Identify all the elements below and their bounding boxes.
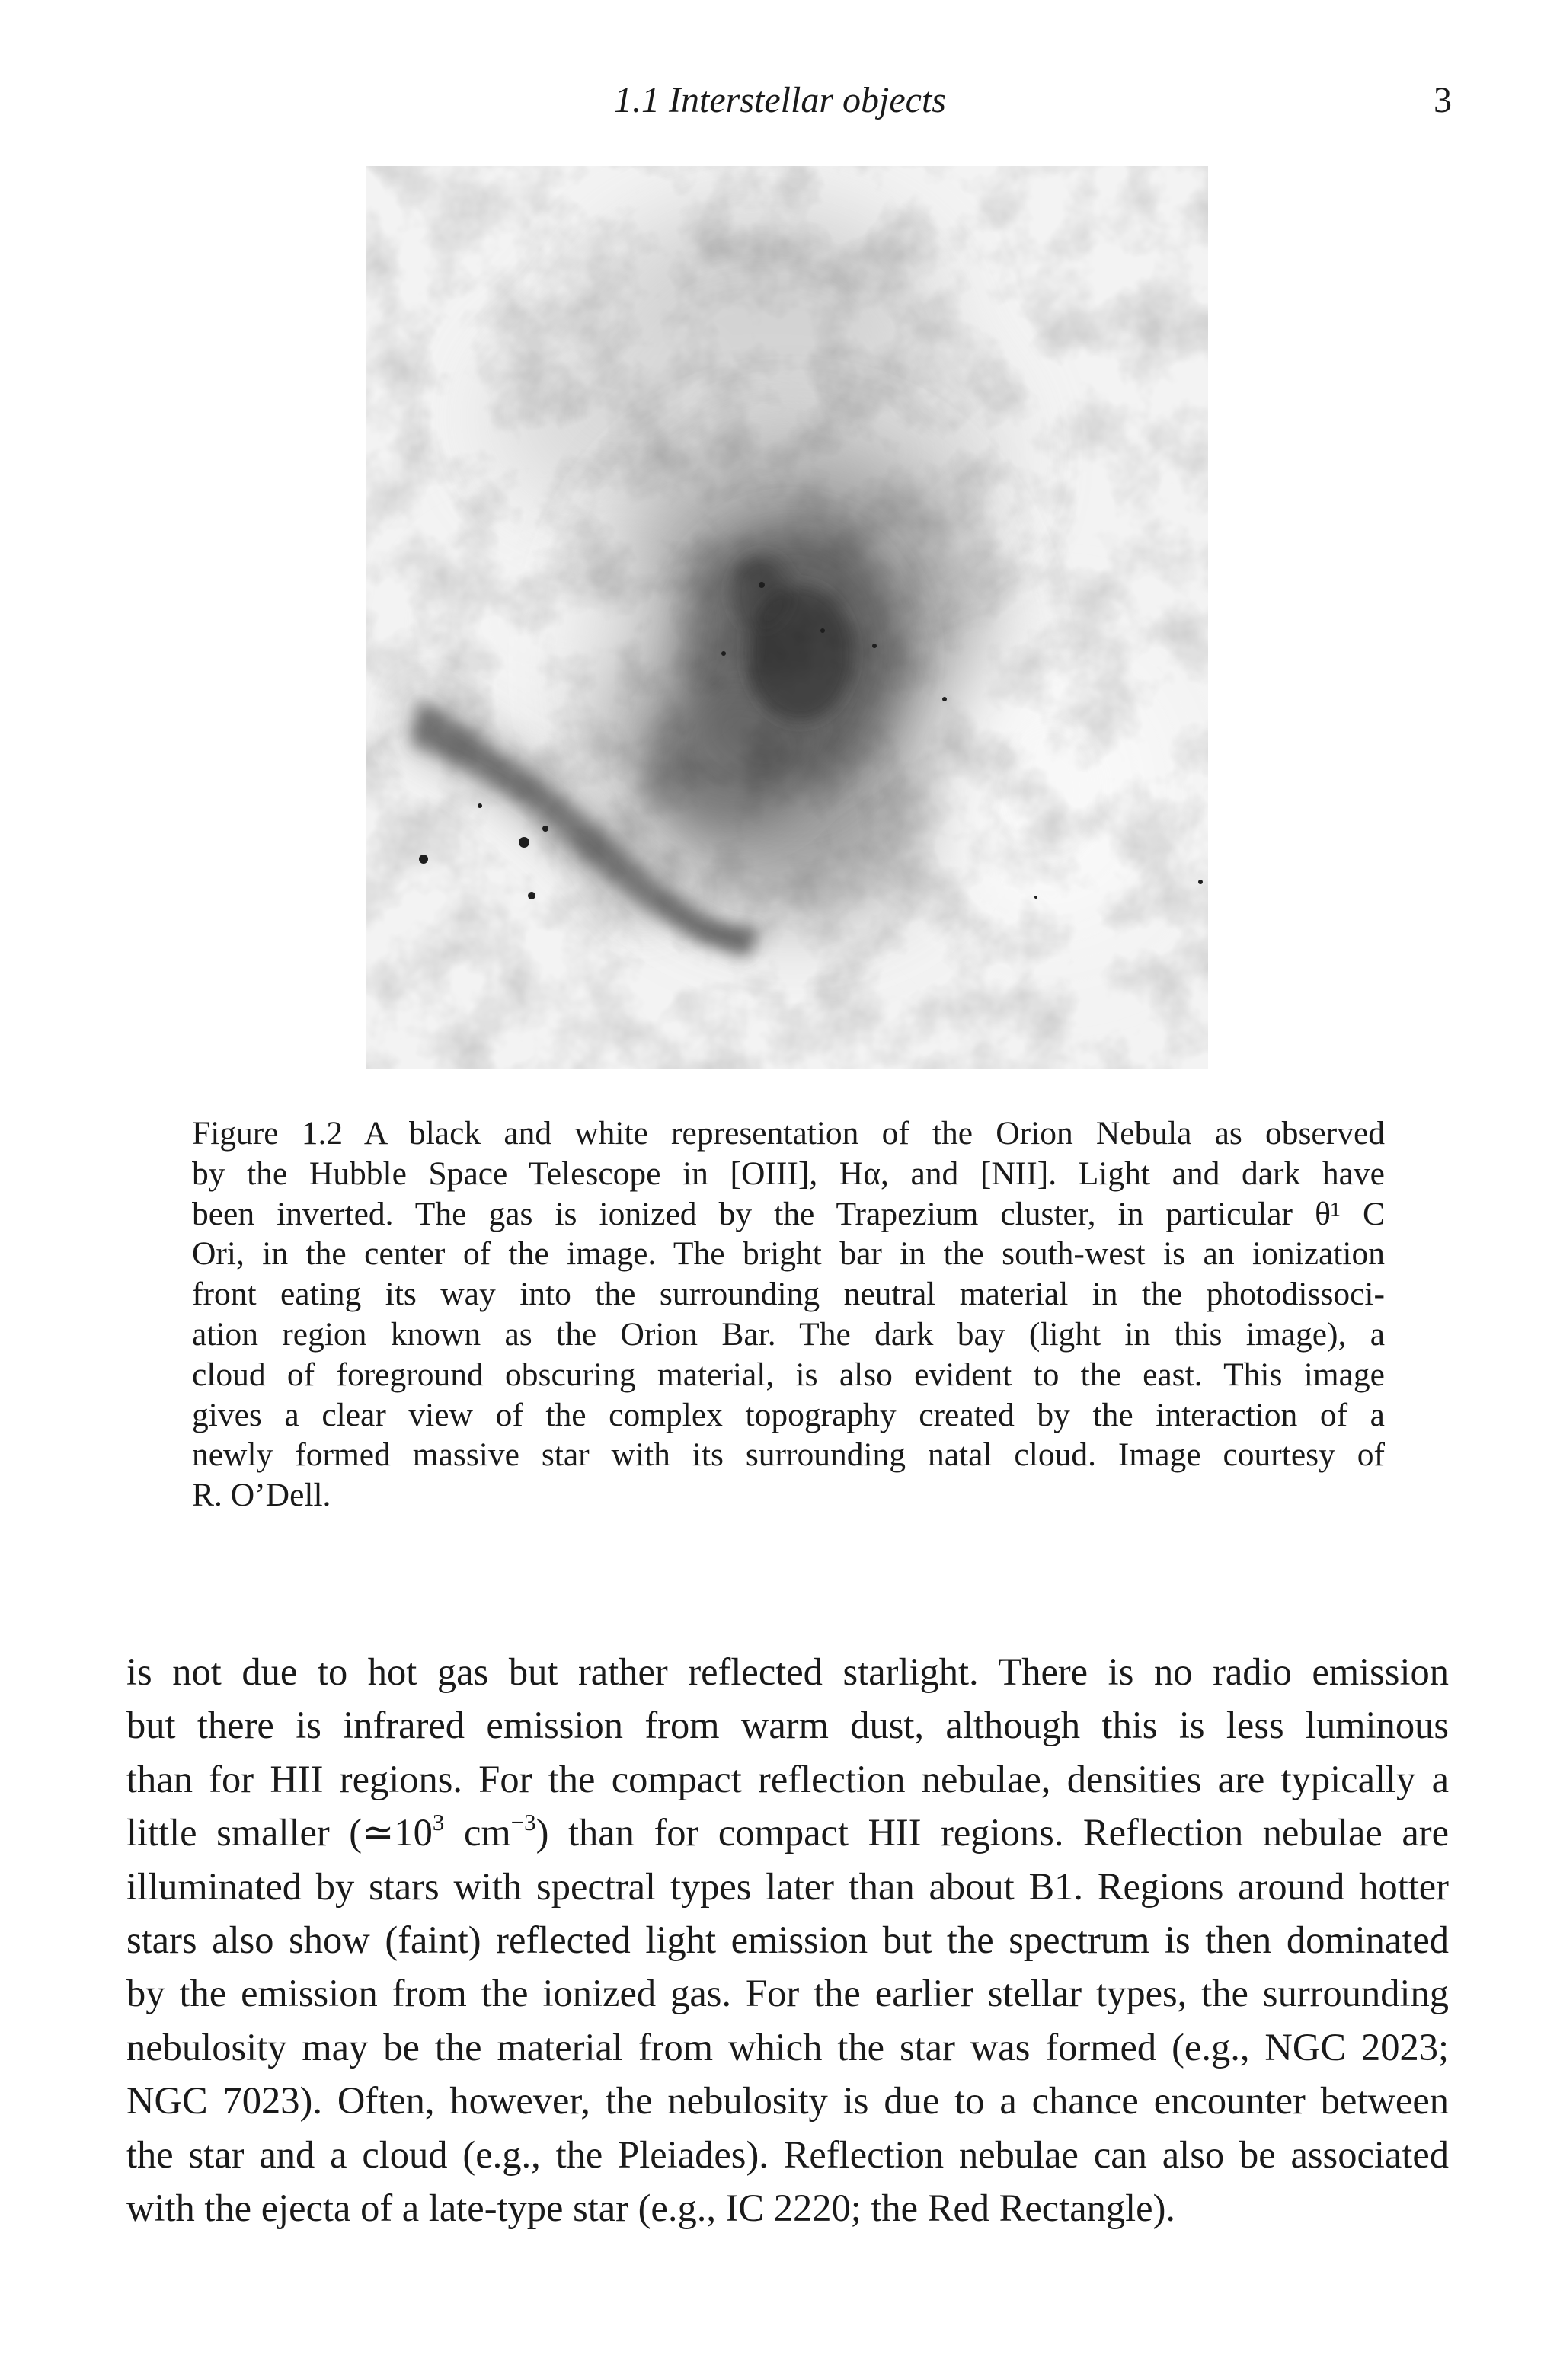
body-paragraph <box>126 1645 1449 2235</box>
body-line: with the ejecta of a late-type star (e.g., IC 2220; the Red Rectangle). <box>126 2187 1176 2230</box>
body-line: but there is infrared emission from warm dust, although this is less luminous <box>126 1704 1449 1747</box>
page-number: 3 <box>1434 80 1452 120</box>
caption-line: front eating its way into the surrounding neutral material in the photodissoci- <box>192 1276 1385 1313</box>
body-text-fragment: cm <box>444 1811 511 1854</box>
body-line: is not due to hot gas but rather reflected starlight. There is no radio emission <box>126 1650 1449 1693</box>
figure-caption <box>192 1113 1385 1516</box>
superscript: −3 <box>510 1809 536 1836</box>
caption-line: been inverted. The gas is ionized by the Trapezium cluster, in particular θ¹ C <box>192 1195 1385 1232</box>
body-line: nebulosity may be the material from which the star was formed (e.g., NGC 2023; <box>126 2025 1449 2069</box>
caption-line: gives a clear view of the complex topography created by the interaction of a <box>192 1396 1385 1433</box>
body-text-fragment: little smaller (≃10 <box>126 1811 433 1854</box>
nebula-figure <box>366 166 1208 1069</box>
body-line: than for HII regions. For the compact reflection nebulae, densities are typically a <box>126 1757 1449 1800</box>
caption-line: Figure 1.2 A black and white representation of the Orion Nebula as observed <box>192 1115 1385 1152</box>
body-line <box>126 1806 1449 1859</box>
body-text-fragment: ) than for compact HII regions. Reflection nebulae are <box>535 1811 1449 1854</box>
body-line: NGC 7023). Often, however, the nebulosity is due to a chance encounter between <box>126 2079 1449 2123</box>
caption-line: newly formed massive star with its surrounding natal cloud. Image courtesy of <box>192 1436 1385 1474</box>
caption-line: ation region known as the Orion Bar. The dark bay (light in this image), a <box>192 1315 1385 1353</box>
caption-line: cloud of foreground obscuring material, is also evident to the east. This image <box>192 1356 1385 1393</box>
body-line: stars also show (faint) reflected light emission but the spectrum is then dominated <box>126 1918 1449 1962</box>
body-line: illuminated by stars with spectral types later than about B1. Regions around hotter <box>126 1864 1449 1908</box>
caption-line: R. O’Dell. <box>192 1477 331 1514</box>
body-line: the star and a cloud (e.g., the Pleiades). Reflection nebulae can also be associated <box>126 2132 1449 2176</box>
section-title: 1.1 Interstellar objects <box>614 80 946 120</box>
superscript: 3 <box>432 1809 445 1836</box>
caption-line: Ori, in the center of the image. The bright bar in the south-west is an ionization <box>192 1235 1385 1273</box>
running-head <box>0 79 1560 133</box>
nebula-image <box>366 166 1208 1069</box>
caption-line: by the Hubble Space Telescope in [OIII], Hα, and [NII]. Light and dark have <box>192 1155 1385 1192</box>
body-line: by the emission from the ionized gas. For the earlier stellar types, the surrounding <box>126 1972 1449 2015</box>
